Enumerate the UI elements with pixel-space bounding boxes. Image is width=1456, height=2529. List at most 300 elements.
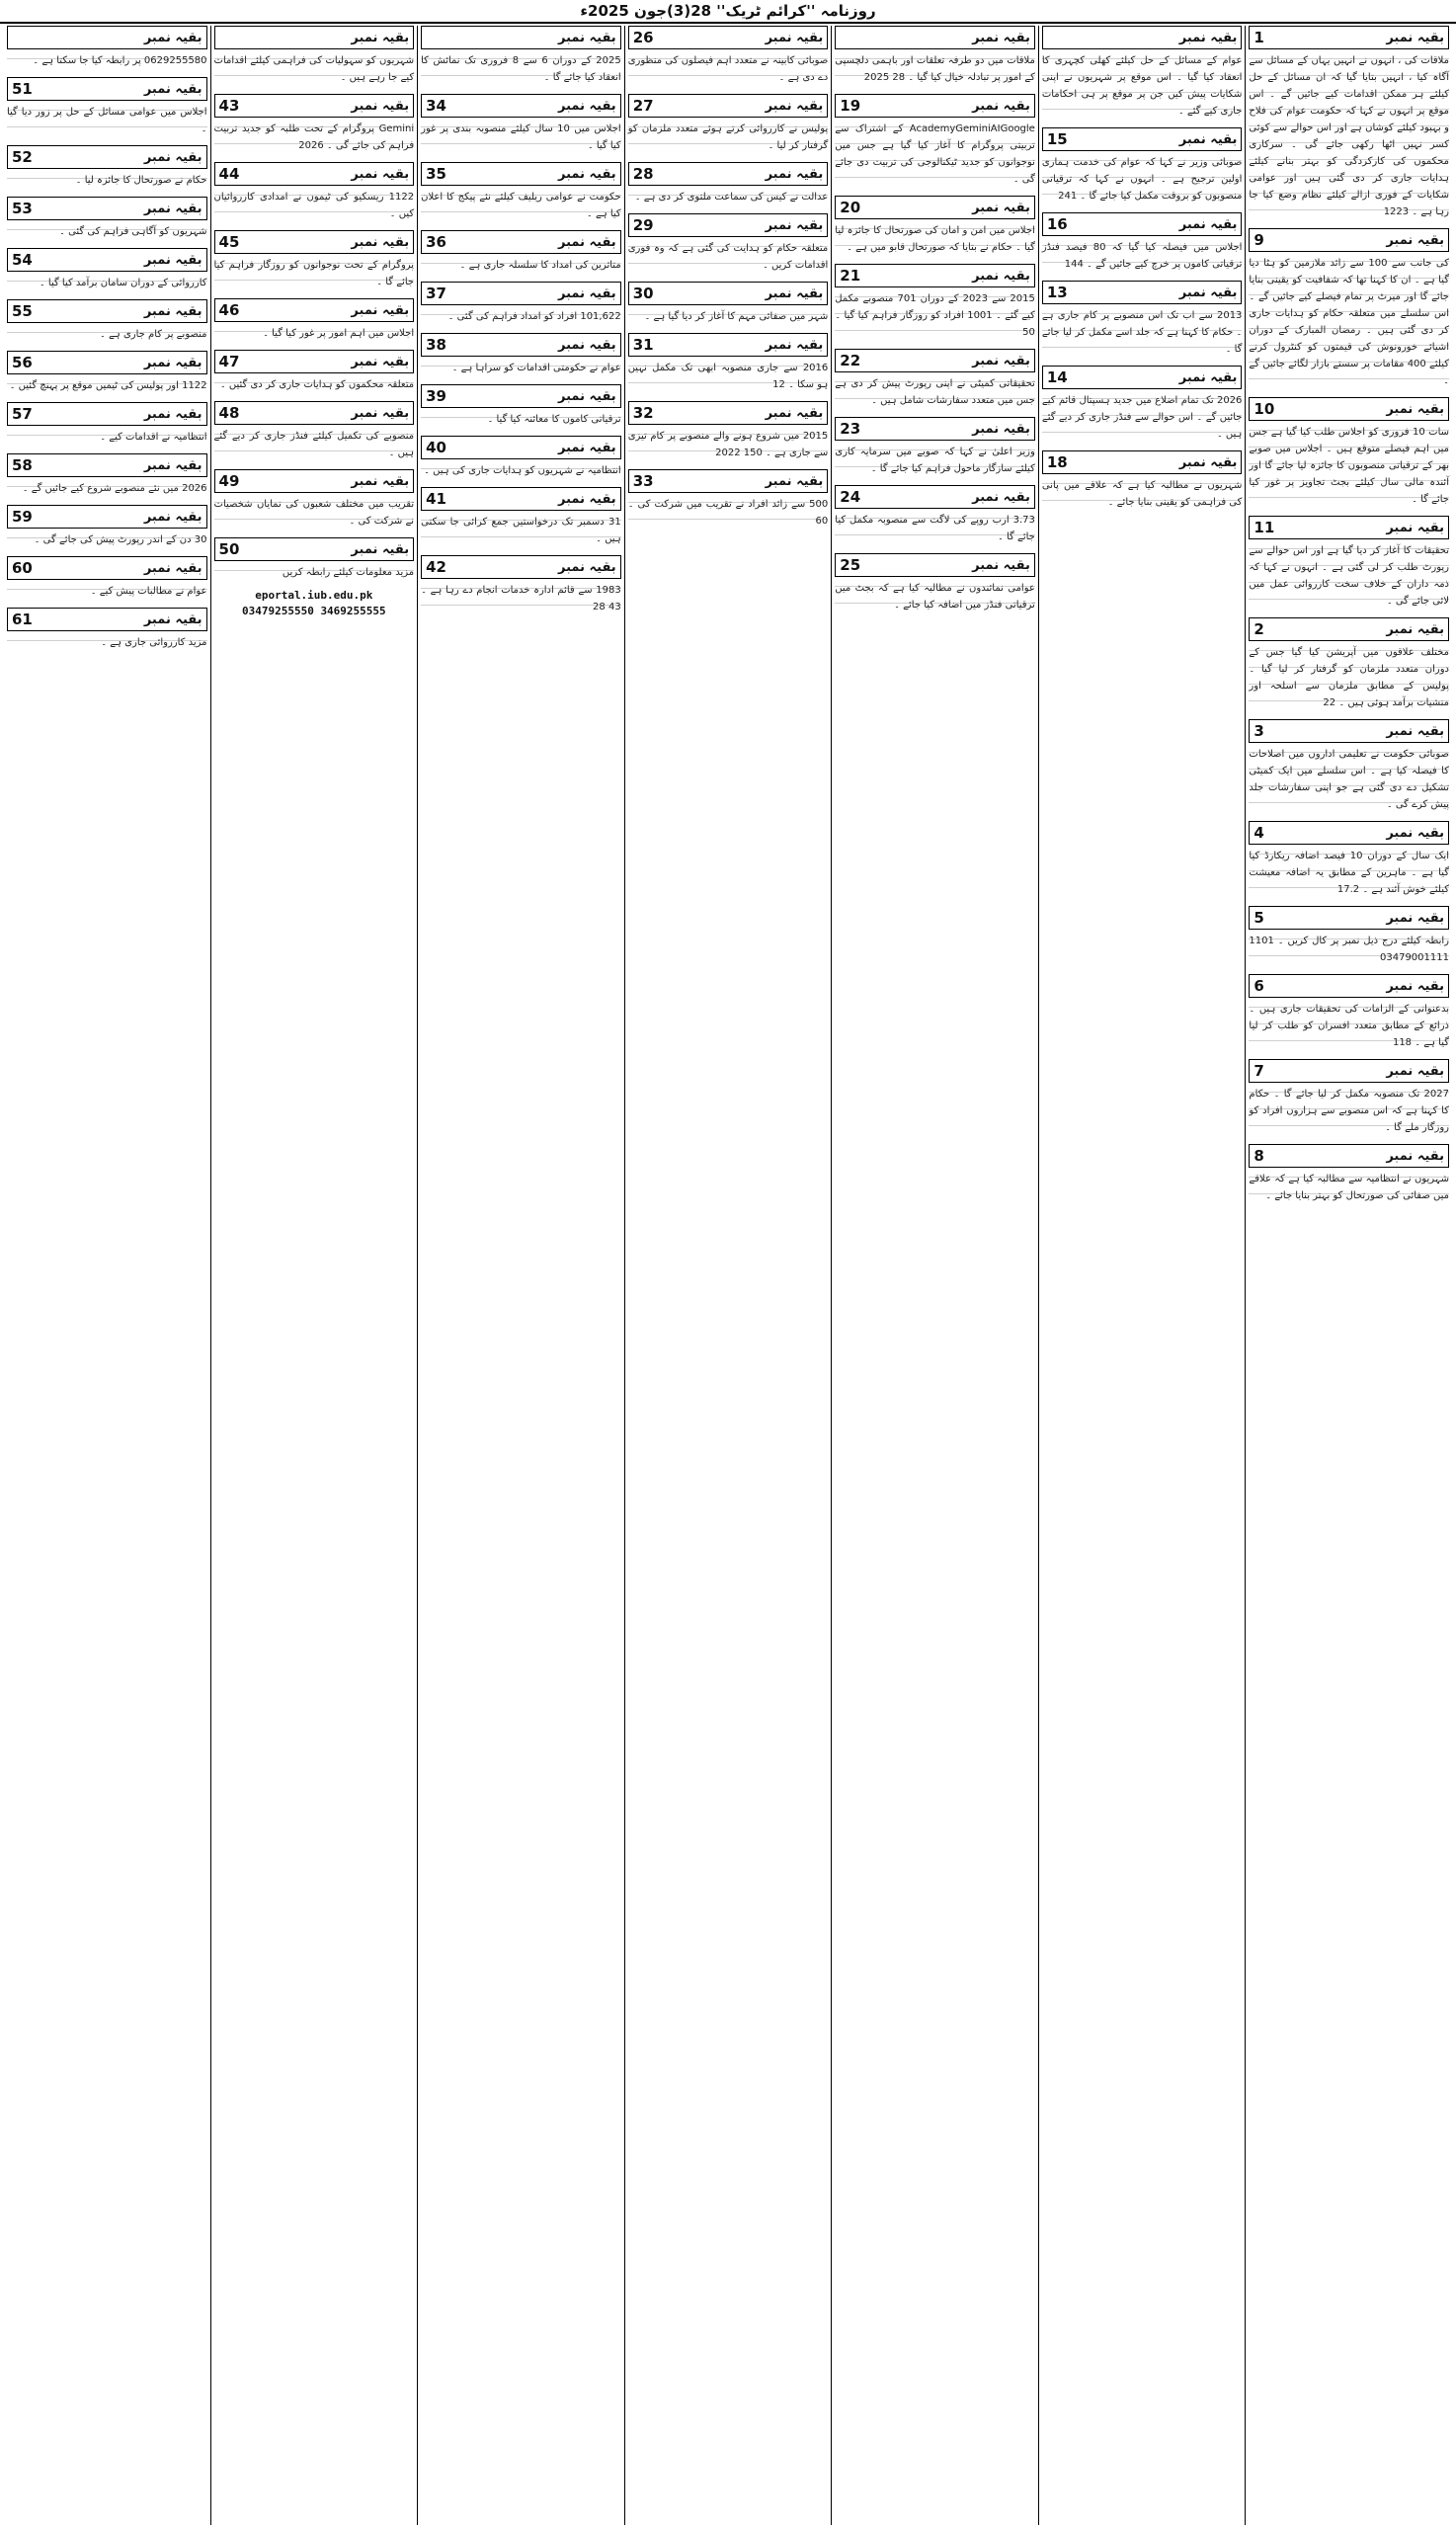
story-text: متعلقہ محکموں کو ہدایات جاری کر دی گئیں ۔	[219, 379, 415, 390]
story-label: بقیہ نمبر	[143, 457, 202, 473]
story	[1042, 450, 1243, 511]
story-text: عوام نے مطالبات پیش کیے ۔	[90, 586, 207, 597]
story-text: ملاقات کی ، انہوں نے انہیں یہاں کے مسائل سے آگاہ کیا ، انہیں بتایا گیا کہ ان مسائل کے حل کیلئے ہر ممکن اقدامات کیے جائیں گے ۔ اس موقع پر انہوں نے کہا کہ حکومت عوام کی فلاح و بہبود کیلئے کوشاں ہے اور اس حوالے سے کوئی کسر نہیں اٹھا رکھی جائے گی ۔ سرکاری محکموں کی کارکردگی کو بہتر بنانے کیلئے ہدایات جاری کر دی گئی ہیں اور عوامی شکایات کے فوری ازالے کیلئے نظام وضع کیا جا رہا ہے ۔ 1223	[1249, 55, 1449, 217]
story-label: بقیہ نمبر	[1386, 1063, 1444, 1079]
story	[835, 485, 1035, 545]
story-label: بقیہ نمبر	[972, 557, 1030, 573]
story-text: متاثرین کی امداد کا سلسلہ جاری ہے ۔	[459, 260, 621, 271]
story-number: 26	[632, 29, 654, 46]
story-header	[1249, 26, 1449, 49]
story-header	[1042, 450, 1243, 474]
story-label: بقیہ نمبر	[143, 406, 202, 422]
story	[7, 299, 207, 343]
story-text: 2016 سے جاری منصوبہ ابھی تک مکمل نہیں ہو سکا ۔ 12	[627, 363, 829, 390]
story-text: 1122 ریسکیو کی ٹیموں نے امدادی کارروائیاں کیں ۔	[213, 192, 415, 219]
story-text: 2027 تک منصوبہ مکمل کر لیا جائے گا ۔ حکام کا کہنا ہے کہ اس منصوبے سے ہزاروں افراد کو روزگار ملے گا ۔	[1249, 1089, 1449, 1133]
story-text: 30 دن کے اندر رپورٹ پیش کی جائے گی ۔	[34, 534, 207, 545]
story-body	[835, 222, 1035, 256]
story-body	[628, 308, 829, 325]
story-header	[7, 351, 207, 374]
story	[214, 350, 415, 393]
story-label: بقیہ نمبر	[972, 489, 1030, 505]
story-label: بقیہ نمبر	[143, 303, 202, 319]
story-header	[628, 469, 829, 493]
story	[628, 469, 829, 530]
story-number: 54	[11, 251, 33, 269]
story-header	[7, 26, 207, 49]
story-header	[214, 230, 415, 254]
story-header	[7, 608, 207, 631]
story-text: شہریوں کو سہولیات کی فراہمی کیلئے اقدامات کیے جا رہے ہیں ۔	[213, 55, 415, 83]
story-text: صوبائی حکومت نے تعلیمی اداروں میں اصلاحات کا فیصلہ کیا ہے ۔ اس سلسلے میں ایک کمیٹی تشکیل دے دی گئی ہے جو اپنی سفارشات جلد پیش کرے گی ۔	[1249, 749, 1449, 810]
story-text: اجلاس میں اہم امور پر غور کیا گیا ۔	[263, 328, 415, 339]
story-number: 15	[1046, 130, 1068, 148]
story	[7, 77, 207, 137]
story	[7, 197, 207, 240]
story-text: شہریوں نے مطالبہ کیا ہے کہ علاقے میں پانی کی فراہمی کو یقینی بنایا جائے ۔	[1041, 480, 1243, 508]
story-label: بقیہ نمبر	[972, 98, 1030, 114]
story-label: بقیہ نمبر	[1386, 825, 1444, 841]
story-header	[7, 402, 207, 426]
story	[421, 162, 621, 222]
story	[214, 537, 415, 581]
story-body	[1249, 644, 1449, 711]
story-body	[1249, 933, 1449, 966]
story-header	[1249, 397, 1449, 421]
story-body	[1042, 154, 1243, 204]
story-body	[7, 583, 207, 600]
story-body	[1249, 542, 1449, 610]
column-1	[1245, 26, 1452, 2525]
story-header	[1249, 228, 1449, 252]
story-label: بقیہ نمبر	[143, 149, 202, 165]
story-text: کی جانب سے 100 سے زائد ملازمین کو ہٹا دیا گیا ہے ۔ ان کا کہنا تھا کہ شفافیت کو یقینی بنایا جائے گا اور میرٹ پر تمام فیصلے کیے جائیں گے ۔ اس سلسلے میں متعلقہ حکام کو ہدایات جاری کر دی گئی ہیں ۔ رمضان المبارک کے دوران اشیائے خورونوش کی قیمتوں کو کنٹرول کرنے کیلئے 400 مقامات پر سستے بازار لگائے جائیں گے ۔	[1249, 258, 1449, 386]
story	[1249, 719, 1449, 813]
story-label: بقیہ نمبر	[351, 541, 410, 557]
story-number: 47	[218, 353, 240, 370]
story-header	[421, 436, 621, 459]
story-body	[1042, 239, 1243, 273]
story-label: بقیہ نمبر	[143, 30, 202, 45]
story-header	[1249, 1144, 1449, 1168]
story-label: بقیہ نمبر	[351, 166, 410, 182]
story-body	[1249, 1086, 1449, 1136]
story	[7, 453, 207, 497]
story-number: 25	[840, 556, 861, 574]
story-body	[214, 376, 415, 393]
story-body	[7, 223, 207, 240]
story-text: مختلف علاقوں میں آپریشن کیا گیا جس کے دوران متعدد ملزمان کو گرفتار کر لیا گیا ۔ پولیس کے مطابق ملزمان سے اسلحہ اور منشیات برآمد ہوئی ہیں ۔ 22	[1249, 647, 1449, 708]
story-label: بقیہ نمبر	[765, 217, 824, 233]
story-number: 30	[632, 285, 654, 302]
story-text: 0629255580 پر رابطہ کیا جا سکتا ہے ۔	[33, 55, 207, 66]
story-text: 2026 میں نئے منصوبے شروع کیے جائیں گے ۔	[22, 483, 207, 494]
story-text: تقریب میں مختلف شعبوں کی نمایاں شخصیات نے شرکت کی ۔	[213, 499, 415, 527]
story-number: 36	[426, 233, 446, 251]
story-text: اجلاس میں فیصلہ کیا گیا کہ 80 فیصد فنڈز ترقیاتی کاموں پر خرچ کیے جائیں گے ۔ 144	[1041, 242, 1243, 270]
story-number: 33	[632, 472, 654, 490]
story-label: بقیہ نمبر	[1386, 621, 1444, 637]
story	[628, 401, 829, 461]
story	[835, 264, 1035, 341]
story-text: 2025 کے دوران 6 سے 8 فروری تک نمائش کا انعقاد کیا جائے گا ۔	[421, 55, 621, 83]
story-text: 2015 میں شروع ہونے والے منصوبے پر کام تیزی سے جاری ہے ۔ 150 2022	[627, 431, 829, 458]
story	[214, 94, 415, 154]
story-label: بقیہ نمبر	[558, 166, 616, 182]
story-label: بقیہ نمبر	[351, 354, 410, 369]
story-text: شہر میں صفائی مہم کا آغاز کر دیا گیا ہے ۔	[644, 311, 829, 322]
story	[1249, 1059, 1449, 1136]
story-number: 41	[426, 490, 446, 508]
story-text: صوبائی کابینہ نے متعدد اہم فیصلوں کی منظوری دے دی ہے ۔	[627, 55, 829, 83]
story-number: 28	[632, 165, 654, 183]
story-number: 51	[11, 80, 33, 98]
story-label: بقیہ نمبر	[1178, 285, 1238, 300]
story-label: بقیہ نمبر	[1386, 978, 1444, 994]
story-body	[1249, 746, 1449, 813]
story-text: کارروائی کے دوران سامان برآمد کیا گیا ۔	[39, 278, 207, 288]
story-text: شہریوں نے انتظامیہ سے مطالبہ کیا ہے کہ علاقے میں صفائی کی صورتحال کو بہتر بنایا جائے ۔	[1249, 1174, 1449, 1201]
story-body	[214, 257, 415, 290]
story-body	[421, 360, 621, 376]
story-number: 6	[1254, 977, 1264, 995]
story-header	[835, 26, 1035, 49]
story-text: AcademyGeminiAIGoogle کے اشتراک سے تربیتی پروگرام کا آغاز کیا گیا ہے جس میں نوجوانوں کو جدید ٹیکنالوجی کی تربیت دی جائے گی ۔	[835, 123, 1035, 185]
story-label: بقیہ نمبر	[143, 560, 202, 576]
story-text: مزید کارروائی جاری ہے ۔	[101, 637, 207, 648]
story-text: تحقیقاتی کمیٹی نے اپنی رپورٹ پیش کر دی ہے جس میں متعدد سفارشات شامل ہیں ۔	[835, 378, 1035, 406]
story-body	[7, 326, 207, 343]
story-label: بقیہ نمبر	[1178, 131, 1238, 147]
story	[1249, 906, 1449, 966]
story-body	[1249, 848, 1449, 898]
story-label: بقیہ نمبر	[972, 353, 1030, 368]
story-header	[835, 417, 1035, 441]
story-body	[835, 290, 1035, 341]
story-number: 24	[840, 488, 861, 506]
story-number: 53	[11, 200, 33, 217]
story-body	[835, 512, 1035, 545]
story	[1042, 281, 1243, 358]
story-text: 3.73 ارب روپے کی لاگت سے منصوبہ مکمل کیا جائے گا ۔	[835, 515, 1035, 542]
story-label: بقیہ نمبر	[1178, 454, 1238, 470]
story-header	[1042, 212, 1243, 236]
story-text: مزید معلومات کیلئے رابطہ کریں	[282, 567, 415, 578]
story-header	[214, 350, 415, 373]
story-header	[835, 94, 1035, 118]
story	[1042, 212, 1243, 273]
story-body	[7, 172, 207, 189]
story-header	[835, 196, 1035, 219]
story-label: بقیہ نمبر	[1178, 30, 1238, 45]
story-header	[7, 505, 207, 529]
story-header	[421, 282, 621, 305]
story	[1249, 617, 1449, 711]
story-body	[835, 444, 1035, 477]
story-label: بقیہ نمبر	[351, 302, 410, 318]
story-label: بقیہ نمبر	[143, 252, 202, 268]
story-number: 13	[1046, 284, 1068, 301]
story-text: تحقیقات کا آغاز کر دیا گیا ہے اور اس حوالے سے رپورٹ طلب کر لی گئی ہے ۔ انہوں نے کہا کہ ذمہ داران کے خلاف سخت کارروائی عمل میں لائی جائے گی ۔	[1249, 545, 1449, 607]
story-body	[214, 52, 415, 86]
story	[835, 553, 1035, 613]
story-number: 31	[632, 336, 654, 354]
story-header	[835, 553, 1035, 577]
story-label: بقیہ نمبر	[143, 81, 202, 97]
story-header	[628, 282, 829, 305]
story-number: 18	[1046, 453, 1068, 471]
story-number: 37	[426, 285, 446, 302]
story-body	[421, 462, 621, 479]
story-label: بقیہ نمبر	[1178, 216, 1238, 232]
story-text: عدالت نے کیس کی سماعت ملتوی کر دی ہے ۔	[634, 192, 829, 203]
story-body	[421, 308, 621, 325]
story-number: 2	[1254, 620, 1264, 638]
story-body	[214, 325, 415, 342]
story-body	[1249, 52, 1449, 220]
story-number: 19	[840, 97, 861, 115]
story-label: بقیہ نمبر	[351, 98, 410, 114]
story-label: بقیہ نمبر	[1178, 369, 1238, 385]
story-body	[628, 52, 829, 86]
story-number: 14	[1046, 368, 1068, 386]
story-text: پولیس نے کارروائی کرتے ہوئے متعدد ملزمان کو گرفتار کر لیا ۔	[627, 123, 829, 151]
story-body	[628, 240, 829, 274]
story-header	[1249, 516, 1449, 539]
story	[421, 487, 621, 547]
story-header	[7, 77, 207, 101]
story-body	[835, 375, 1035, 409]
story	[628, 282, 829, 325]
story-text: ترقیاتی کاموں کا معائنہ کیا گیا ۔	[487, 414, 621, 425]
story-header	[214, 401, 415, 425]
story-body	[421, 411, 621, 428]
story-header	[835, 349, 1035, 372]
story-label: بقیہ نمبر	[765, 337, 824, 353]
story-number: 23	[840, 420, 861, 438]
story-number: 49	[218, 472, 240, 490]
story-number: 4	[1254, 824, 1264, 842]
story-body	[421, 514, 621, 547]
story-number: 45	[218, 233, 240, 251]
story-number: 21	[840, 267, 861, 285]
story-body	[628, 428, 829, 461]
story-number: 46	[218, 301, 240, 319]
story-number: 48	[218, 404, 240, 422]
story-number: 39	[426, 387, 446, 405]
story-header	[421, 384, 621, 408]
story-body	[7, 377, 207, 394]
story	[7, 248, 207, 291]
story-label: بقیہ نمبر	[1386, 401, 1444, 417]
story-text: عوام کے مسائل کے حل کیلئے کھلی کچہری کا انعقاد کیا گیا ۔ اس موقع پر شہریوں نے اپنی شکایات پیش کیں جن پر موقع پر ہی احکامات جاری کیے گئے ۔	[1041, 55, 1243, 117]
story-number: 9	[1254, 231, 1264, 249]
story-body	[1042, 477, 1243, 511]
story	[1249, 821, 1449, 898]
story	[1249, 397, 1449, 508]
story-text: صوبائی وزیر نے کہا کہ عوام کی خدمت ہماری اولین ترجیح ہے ۔ انہوں نے کہا کہ ترقیاتی منصوبوں کو بروقت مکمل کیا جائے گا ۔ 241	[1041, 157, 1243, 202]
story-label: بقیہ نمبر	[143, 201, 202, 216]
story-number: 55	[11, 302, 33, 320]
story-text: 2013 سے اب تک اس منصوبے پر کام جاری ہے ۔ حکام کا کہنا ہے کہ جلد اسے مکمل کر لیا جائے گا ۔	[1041, 310, 1243, 355]
story	[214, 298, 415, 342]
story-number: 29	[632, 216, 654, 234]
story-header	[214, 94, 415, 118]
story-header	[421, 230, 621, 254]
story-text: سات 10 فروری کو اجلاس طلب کیا گیا ہے جس میں اہم فیصلے متوقع ہیں ۔ اجلاس میں صوبے بھر کے ترقیاتی منصوبوں کا جائزہ لیا جائے گا اور آئندہ مالی سال کیلئے بجٹ تجاویز پر غور کیا جائے گا ۔	[1249, 427, 1449, 505]
story-label: بقیہ نمبر	[972, 30, 1030, 45]
story-number: 16	[1046, 215, 1068, 233]
story	[7, 505, 207, 548]
story-label: بقیہ نمبر	[143, 509, 202, 525]
story-header	[214, 162, 415, 186]
story-label: بقیہ نمبر	[765, 30, 824, 45]
story	[421, 555, 621, 615]
story-text: 2026 تک تمام اضلاع میں جدید ہسپتال قائم کیے جائیں گے ۔ اس حوالے سے فنڈز جاری کر دیے گئے ہیں ۔	[1041, 395, 1243, 440]
story-number: 7	[1254, 1062, 1264, 1080]
story	[421, 282, 621, 325]
story-body	[628, 496, 829, 530]
story-number: 27	[632, 97, 654, 115]
story	[1249, 1144, 1449, 1204]
story	[421, 436, 621, 479]
story	[628, 162, 829, 205]
story-header	[421, 487, 621, 511]
story	[421, 26, 621, 86]
column-6	[210, 26, 418, 2525]
story	[1249, 26, 1449, 220]
story-text: بدعنوانی کے الزامات کی تحقیقات جاری ہیں ۔ ذرائع کے مطابق متعدد افسران کو طلب کر لیا گیا ہے ۔ 118	[1249, 1004, 1449, 1048]
story-header	[1042, 281, 1243, 304]
story-text: عوامی نمائندوں نے مطالبہ کیا ہے کہ بجٹ میں ترقیاتی فنڈز میں اضافہ کیا جائے ۔	[835, 583, 1035, 611]
story-number: 56	[11, 354, 33, 371]
story-body	[7, 275, 207, 291]
column-2	[1038, 26, 1246, 2525]
story-text: اجلاس میں عوامی مسائل کے حل پر زور دیا گیا ۔	[6, 107, 207, 134]
story-number: 43	[218, 97, 240, 115]
story	[1042, 366, 1243, 443]
story-header	[214, 469, 415, 493]
story-label: بقیہ نمبر	[558, 559, 616, 575]
story	[835, 26, 1035, 86]
story-label: بقیہ نمبر	[558, 388, 616, 404]
story-text: حکام نے صورتحال کا جائزہ لیا ۔	[75, 175, 207, 186]
story-header	[628, 213, 829, 237]
story-header	[628, 26, 829, 49]
story-text: Gemini پروگرام کے تحت طلبہ کو جدید تربیت فراہم کی جائے گی ۔ 2026	[213, 123, 415, 151]
story	[7, 145, 207, 189]
story-header	[1249, 906, 1449, 930]
story-header	[7, 197, 207, 220]
story	[214, 401, 415, 461]
story-body	[7, 531, 207, 548]
contact-website: eportal.iub.edu.pk	[255, 589, 373, 602]
story-label: بقیہ نمبر	[558, 286, 616, 301]
story-header	[628, 333, 829, 357]
story-header	[1249, 617, 1449, 641]
column-5	[417, 26, 624, 2525]
story-number: 3	[1254, 722, 1264, 740]
story-text: ایک سال کے دوران 10 فیصد اضافہ ریکارڈ کیا گیا ہے ۔ ماہرین کے مطابق یہ اضافہ معیشت کیلئے خوش آئند ہے ۔ 17.2	[1249, 851, 1449, 895]
story	[214, 230, 415, 290]
story	[1042, 26, 1243, 120]
story-header	[1249, 821, 1449, 845]
story-body	[7, 429, 207, 446]
story-label: بقیہ نمبر	[143, 355, 202, 370]
story-label: بقیہ نمبر	[765, 166, 824, 182]
story-label: بقیہ نمبر	[1386, 30, 1444, 45]
story	[628, 213, 829, 274]
story-number: 38	[426, 336, 446, 354]
story-number: 59	[11, 508, 33, 526]
story-header	[421, 94, 621, 118]
story-number: 20	[840, 199, 861, 216]
story-text: وزیر اعلیٰ نے کہا کہ صوبے میں سرمایہ کاری کیلئے سازگار ماحول فراہم کیا جائے گا ۔	[835, 447, 1035, 474]
story-header	[1042, 26, 1243, 49]
story-label: بقیہ نمبر	[765, 286, 824, 301]
story-body	[628, 121, 829, 154]
story-header	[421, 162, 621, 186]
story-body	[835, 52, 1035, 86]
story	[628, 26, 829, 86]
story-body	[421, 582, 621, 615]
story-text: اجلاس میں امن و امان کی صورتحال کا جائزہ لیا گیا ۔ حکام نے بتایا کہ صورتحال قابو میں ہے ۔	[835, 225, 1035, 253]
story-header	[628, 401, 829, 425]
newspaper-columns	[4, 26, 1452, 2525]
story-body	[214, 189, 415, 222]
story-header	[1249, 719, 1449, 743]
story-number: 35	[426, 165, 446, 183]
story-text: انتظامیہ نے شہریوں کو ہدایات جاری کی ہیں ۔	[424, 465, 621, 476]
story-body	[628, 360, 829, 393]
story-label: بقیہ نمبر	[1386, 723, 1444, 739]
story-header	[421, 333, 621, 357]
story-body	[1042, 307, 1243, 358]
story-body	[1249, 424, 1449, 508]
story-number: 22	[840, 352, 861, 369]
story-header	[214, 537, 415, 561]
story-body	[214, 496, 415, 530]
story	[628, 94, 829, 154]
story-text: متعلقہ حکام کو ہدایت کی گئی ہے کہ وہ فوری اقدامات کریں ۔	[627, 243, 829, 271]
story	[214, 162, 415, 222]
story-text: 2015 سے 2023 کے دوران 701 منصوبے مکمل کیے گئے ۔ 1001 افراد کو روزگار فراہم کیا گیا ۔ 50	[835, 293, 1035, 338]
story-header	[835, 485, 1035, 509]
story-header	[421, 555, 621, 579]
story	[7, 608, 207, 651]
story-body	[7, 52, 207, 69]
story-number: 34	[426, 97, 446, 115]
story-label: بقیہ نمبر	[765, 405, 824, 421]
story	[421, 333, 621, 376]
story-header	[628, 162, 829, 186]
story	[214, 26, 415, 86]
story-number: 8	[1254, 1147, 1264, 1165]
story-number: 42	[426, 558, 446, 576]
story	[1249, 974, 1449, 1051]
story-text: 500 سے زائد افراد نے تقریب میں شرکت کی ۔ 60	[627, 499, 829, 527]
story-body	[628, 189, 829, 205]
story-number: 44	[218, 165, 240, 183]
story-label: بقیہ نمبر	[351, 30, 410, 45]
story-text: عوام نے حکومتی اقدامات کو سراہا ہے ۔	[451, 363, 621, 373]
story	[1042, 127, 1243, 204]
story-body	[1042, 392, 1243, 443]
story-number: 57	[11, 405, 33, 423]
story-body	[1249, 1001, 1449, 1051]
story-header	[214, 298, 415, 322]
story-text: منصوبے کی تکمیل کیلئے فنڈز جاری کر دیے گئے ہیں ۔	[213, 431, 415, 458]
